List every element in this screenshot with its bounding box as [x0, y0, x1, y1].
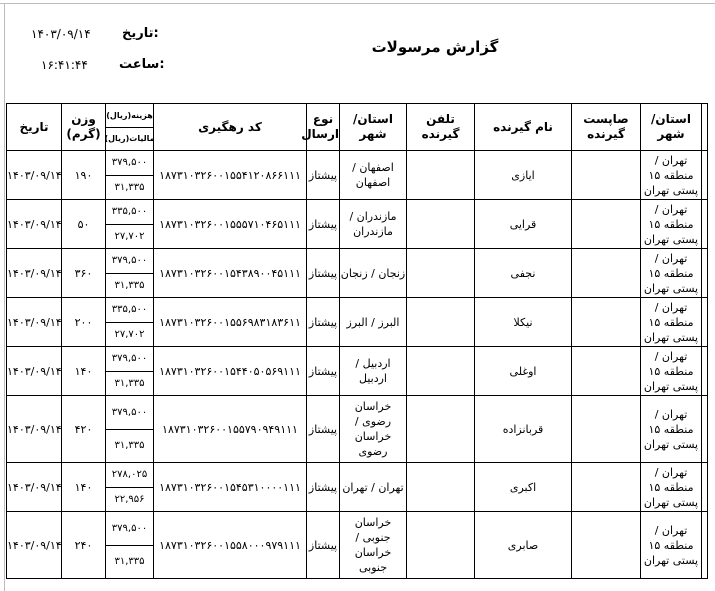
- cell-cost: [106, 298, 154, 347]
- cell-type: پیشتاز: [307, 396, 340, 463]
- table-row: [7, 298, 708, 347]
- cell-origin: تهران / منطقه ۱۵ پستی تهران: [641, 151, 702, 200]
- cell-phone: [407, 347, 475, 396]
- cell-phone: [407, 463, 475, 512]
- cell-phone: [407, 396, 475, 463]
- cell-tax-value: ۲۲,۹۵۶: [106, 487, 153, 512]
- cell-tracking: ۱۸۷۳۱۰۳۲۶۰۰۱۵۵۴۱۲۰۸۶۶۱۱۱: [154, 151, 307, 200]
- table-row: [7, 396, 708, 463]
- cell-type: پیشتاز: [307, 200, 340, 249]
- cell-cost-value: ۳۷۹,۵۰۰: [111, 353, 148, 365]
- cell-origin: تهران / منطقه ۱۵ پستی تهران: [641, 249, 702, 298]
- cell-weight: ۵۰: [62, 200, 106, 249]
- cell-tracking: ۱۸۷۳۱۰۳۲۶۰۰۱۵۵۷۹۰۹۴۹۱۱۱: [154, 396, 307, 463]
- cell-weight: ۲۰۰: [62, 298, 106, 347]
- cell-origin: تهران / منطقه ۱۵ پستی تهران: [641, 200, 702, 249]
- cell-cost-value: ۳۷۹,۵۰۰: [111, 255, 148, 267]
- cell-type: پیشتاز: [307, 298, 340, 347]
- cell-edge: [702, 512, 708, 579]
- cell-weight: ۱۴۰: [62, 463, 106, 512]
- cell-weight: ۱۴۰: [62, 347, 106, 396]
- cell-origin: تهران / منطقه ۱۵ پستی تهران: [641, 463, 702, 512]
- cell-edge: [702, 249, 708, 298]
- cell-cost-value: ۳۳۵,۵۰۰: [111, 304, 148, 316]
- cell-cost: [106, 151, 154, 200]
- cell-phone: [407, 151, 475, 200]
- cell-name: نیکلا: [475, 298, 572, 347]
- col-weight: وزن (گرم): [62, 104, 106, 151]
- cell-tax-value: ۲۷,۷۰۲: [106, 322, 153, 347]
- cell-weight: ۳۶۰: [62, 249, 106, 298]
- cell-name: اکبری: [475, 463, 572, 512]
- table-row: [7, 512, 708, 579]
- cell-cost: [106, 396, 154, 463]
- table-row: [7, 463, 708, 512]
- cell-edge: [702, 396, 708, 463]
- cell-date: ۱۴۰۳/۰۹/۱۴: [7, 512, 62, 579]
- time-label: ساعت:: [119, 57, 165, 72]
- cell-type: پیشتاز: [307, 249, 340, 298]
- cell-name: اوغلی: [475, 347, 572, 396]
- cell-type: پیشتاز: [307, 463, 340, 512]
- col-receiver-name: نام گیرنده: [475, 104, 572, 151]
- cell-tracking: ۱۸۷۳۱۰۳۲۶۰۰۱۵۵۵۷۱۰۴۶۵۱۱۱: [154, 200, 307, 249]
- cell-phone: [407, 200, 475, 249]
- cell-edge: [702, 347, 708, 396]
- time-value: ۱۶:۴۱:۴۴: [41, 58, 88, 72]
- table-row: [7, 151, 708, 200]
- cell-tax-value: ۳۱,۳۳۵: [106, 545, 153, 579]
- col-tracking: کد رهگیری: [154, 104, 307, 151]
- date-label: تاریخ:: [122, 26, 159, 41]
- cell-dest: خراسان رضوی / خراسان رضوی: [340, 396, 407, 463]
- cell-date: ۱۴۰۳/۰۹/۱۴: [7, 249, 62, 298]
- cell-dest: البرز / البرز: [340, 298, 407, 347]
- cell-dest: اردبیل / اردبیل: [340, 347, 407, 396]
- cell-origin: تهران / منطقه ۱۵ پستی تهران: [641, 396, 702, 463]
- cell-tax-value: ۳۱,۳۳۵: [106, 273, 153, 298]
- cell-edge: [702, 298, 708, 347]
- col-dest-province: استان/ شهر: [340, 104, 407, 151]
- table-row: [7, 200, 708, 249]
- date-value: ۱۴۰۳/۰۹/۱۴: [31, 27, 91, 41]
- cell-tax-value: ۳۱,۳۳۵: [106, 175, 153, 200]
- cell-dest: زنجان / زنجان: [340, 249, 407, 298]
- cell-dest: خراسان جنوبی / خراسان جنوبی: [340, 512, 407, 579]
- cell-tracking: ۱۸۷۳۱۰۳۲۶۰۰۱۵۴۳۸۹۰۰۴۵۱۱۱: [154, 249, 307, 298]
- cell-weight: ۲۴۰: [62, 512, 106, 579]
- cell-tracking: ۱۸۷۳۱۰۳۲۶۰۰۱۵۴۵۳۱۰۰۰۰۱۱۱: [154, 463, 307, 512]
- cell-cost: [106, 463, 154, 512]
- cell-edge: [702, 463, 708, 512]
- top-border: [0, 3, 715, 4]
- left-border: [4, 3, 5, 591]
- cell-date: ۱۴۰۳/۰۹/۱۴: [7, 298, 62, 347]
- page-title: گزارش مرسولات: [371, 38, 499, 56]
- col-date: تاریخ: [7, 104, 62, 151]
- cell-cost: [106, 249, 154, 298]
- cell-date: ۱۴۰۳/۰۹/۱۴: [7, 396, 62, 463]
- cell-cost-value: ۳۷۹,۵۰۰: [111, 522, 148, 534]
- cell-postcode: [572, 200, 641, 249]
- cell-date: ۱۴۰۳/۰۹/۱۴: [7, 347, 62, 396]
- cell-postcode: [572, 151, 641, 200]
- cell-cost: [106, 512, 154, 579]
- col-receiver-phone: تلفن گیرنده: [407, 104, 475, 151]
- col-receiver-postcode: صاپست گیرنده: [572, 104, 641, 151]
- cell-tracking: ۱۸۷۳۱۰۳۲۶۰۰۱۵۴۴۰۵۰۵۶۹۱۱۱: [154, 347, 307, 396]
- cell-postcode: [572, 463, 641, 512]
- cell-origin: تهران / منطقه ۱۵ پستی تهران: [641, 347, 702, 396]
- cell-date: ۱۴۰۳/۰۹/۱۴: [7, 463, 62, 512]
- cell-tax-value: ۳۱,۳۳۵: [106, 429, 153, 463]
- cell-cost-value: ۲۷۸,۰۲۵: [111, 469, 148, 481]
- cell-name: نجفی: [475, 249, 572, 298]
- table-row: [7, 347, 708, 396]
- cell-name: قربانزاده: [475, 396, 572, 463]
- col-origin-province: استان/ شهر: [641, 104, 702, 151]
- cell-cost-value: ۳۷۹,۵۰۰: [111, 157, 148, 169]
- cell-edge: [702, 151, 708, 200]
- cell-postcode: [572, 249, 641, 298]
- cell-phone: [407, 512, 475, 579]
- col-cost-top: هزینه(ریال): [106, 110, 153, 120]
- cell-tracking: ۱۸۷۳۱۰۳۲۶۰۰۱۵۵۶۹۸۳۱۸۳۶۱۱: [154, 298, 307, 347]
- cell-phone: [407, 298, 475, 347]
- cell-origin: تهران / منطقه ۱۵ پستی تهران: [641, 512, 702, 579]
- shipments-table: [6, 103, 708, 579]
- cell-date: ۱۴۰۳/۰۹/۱۴: [7, 151, 62, 200]
- cell-dest: مازندران / مازندران: [340, 200, 407, 249]
- cell-cost: [106, 347, 154, 396]
- col-cost-bottom: مالیات(ریال): [106, 127, 153, 151]
- cell-weight: ۴۲۰: [62, 396, 106, 463]
- cell-weight: ۱۹۰: [62, 151, 106, 200]
- cell-name: صابری: [475, 512, 572, 579]
- col-cost: [106, 104, 154, 151]
- cell-type: پیشتاز: [307, 151, 340, 200]
- cell-tax-value: ۲۷,۷۰۲: [106, 224, 153, 249]
- cell-origin: تهران / منطقه ۱۵ پستی تهران: [641, 298, 702, 347]
- table-row: [7, 249, 708, 298]
- col-type: نوع ارسال: [307, 104, 340, 151]
- cell-type: پیشتاز: [307, 512, 340, 579]
- cell-tax-value: ۳۱,۳۳۵: [106, 371, 153, 396]
- cell-dest: اصفهان / اصفهان: [340, 151, 407, 200]
- cell-dest: تهران / تهران: [340, 463, 407, 512]
- cell-name: ایازی: [475, 151, 572, 200]
- cell-cost-value: ۳۷۹,۵۰۰: [111, 406, 148, 418]
- cell-postcode: [572, 347, 641, 396]
- col-edge: [702, 104, 708, 151]
- cell-name: قرایی: [475, 200, 572, 249]
- cell-phone: [407, 249, 475, 298]
- cell-tracking: ۱۸۷۳۱۰۳۲۶۰۰۱۵۵۸۰۰۰۹۷۹۱۱۱: [154, 512, 307, 579]
- cell-edge: [702, 200, 708, 249]
- cell-type: پیشتاز: [307, 347, 340, 396]
- cell-postcode: [572, 298, 641, 347]
- cell-postcode: [572, 396, 641, 463]
- cell-date: ۱۴۰۳/۰۹/۱۴: [7, 200, 62, 249]
- cell-postcode: [572, 512, 641, 579]
- cell-cost: [106, 200, 154, 249]
- table-header-row: [7, 104, 708, 151]
- cell-cost-value: ۳۳۵,۵۰۰: [111, 206, 148, 218]
